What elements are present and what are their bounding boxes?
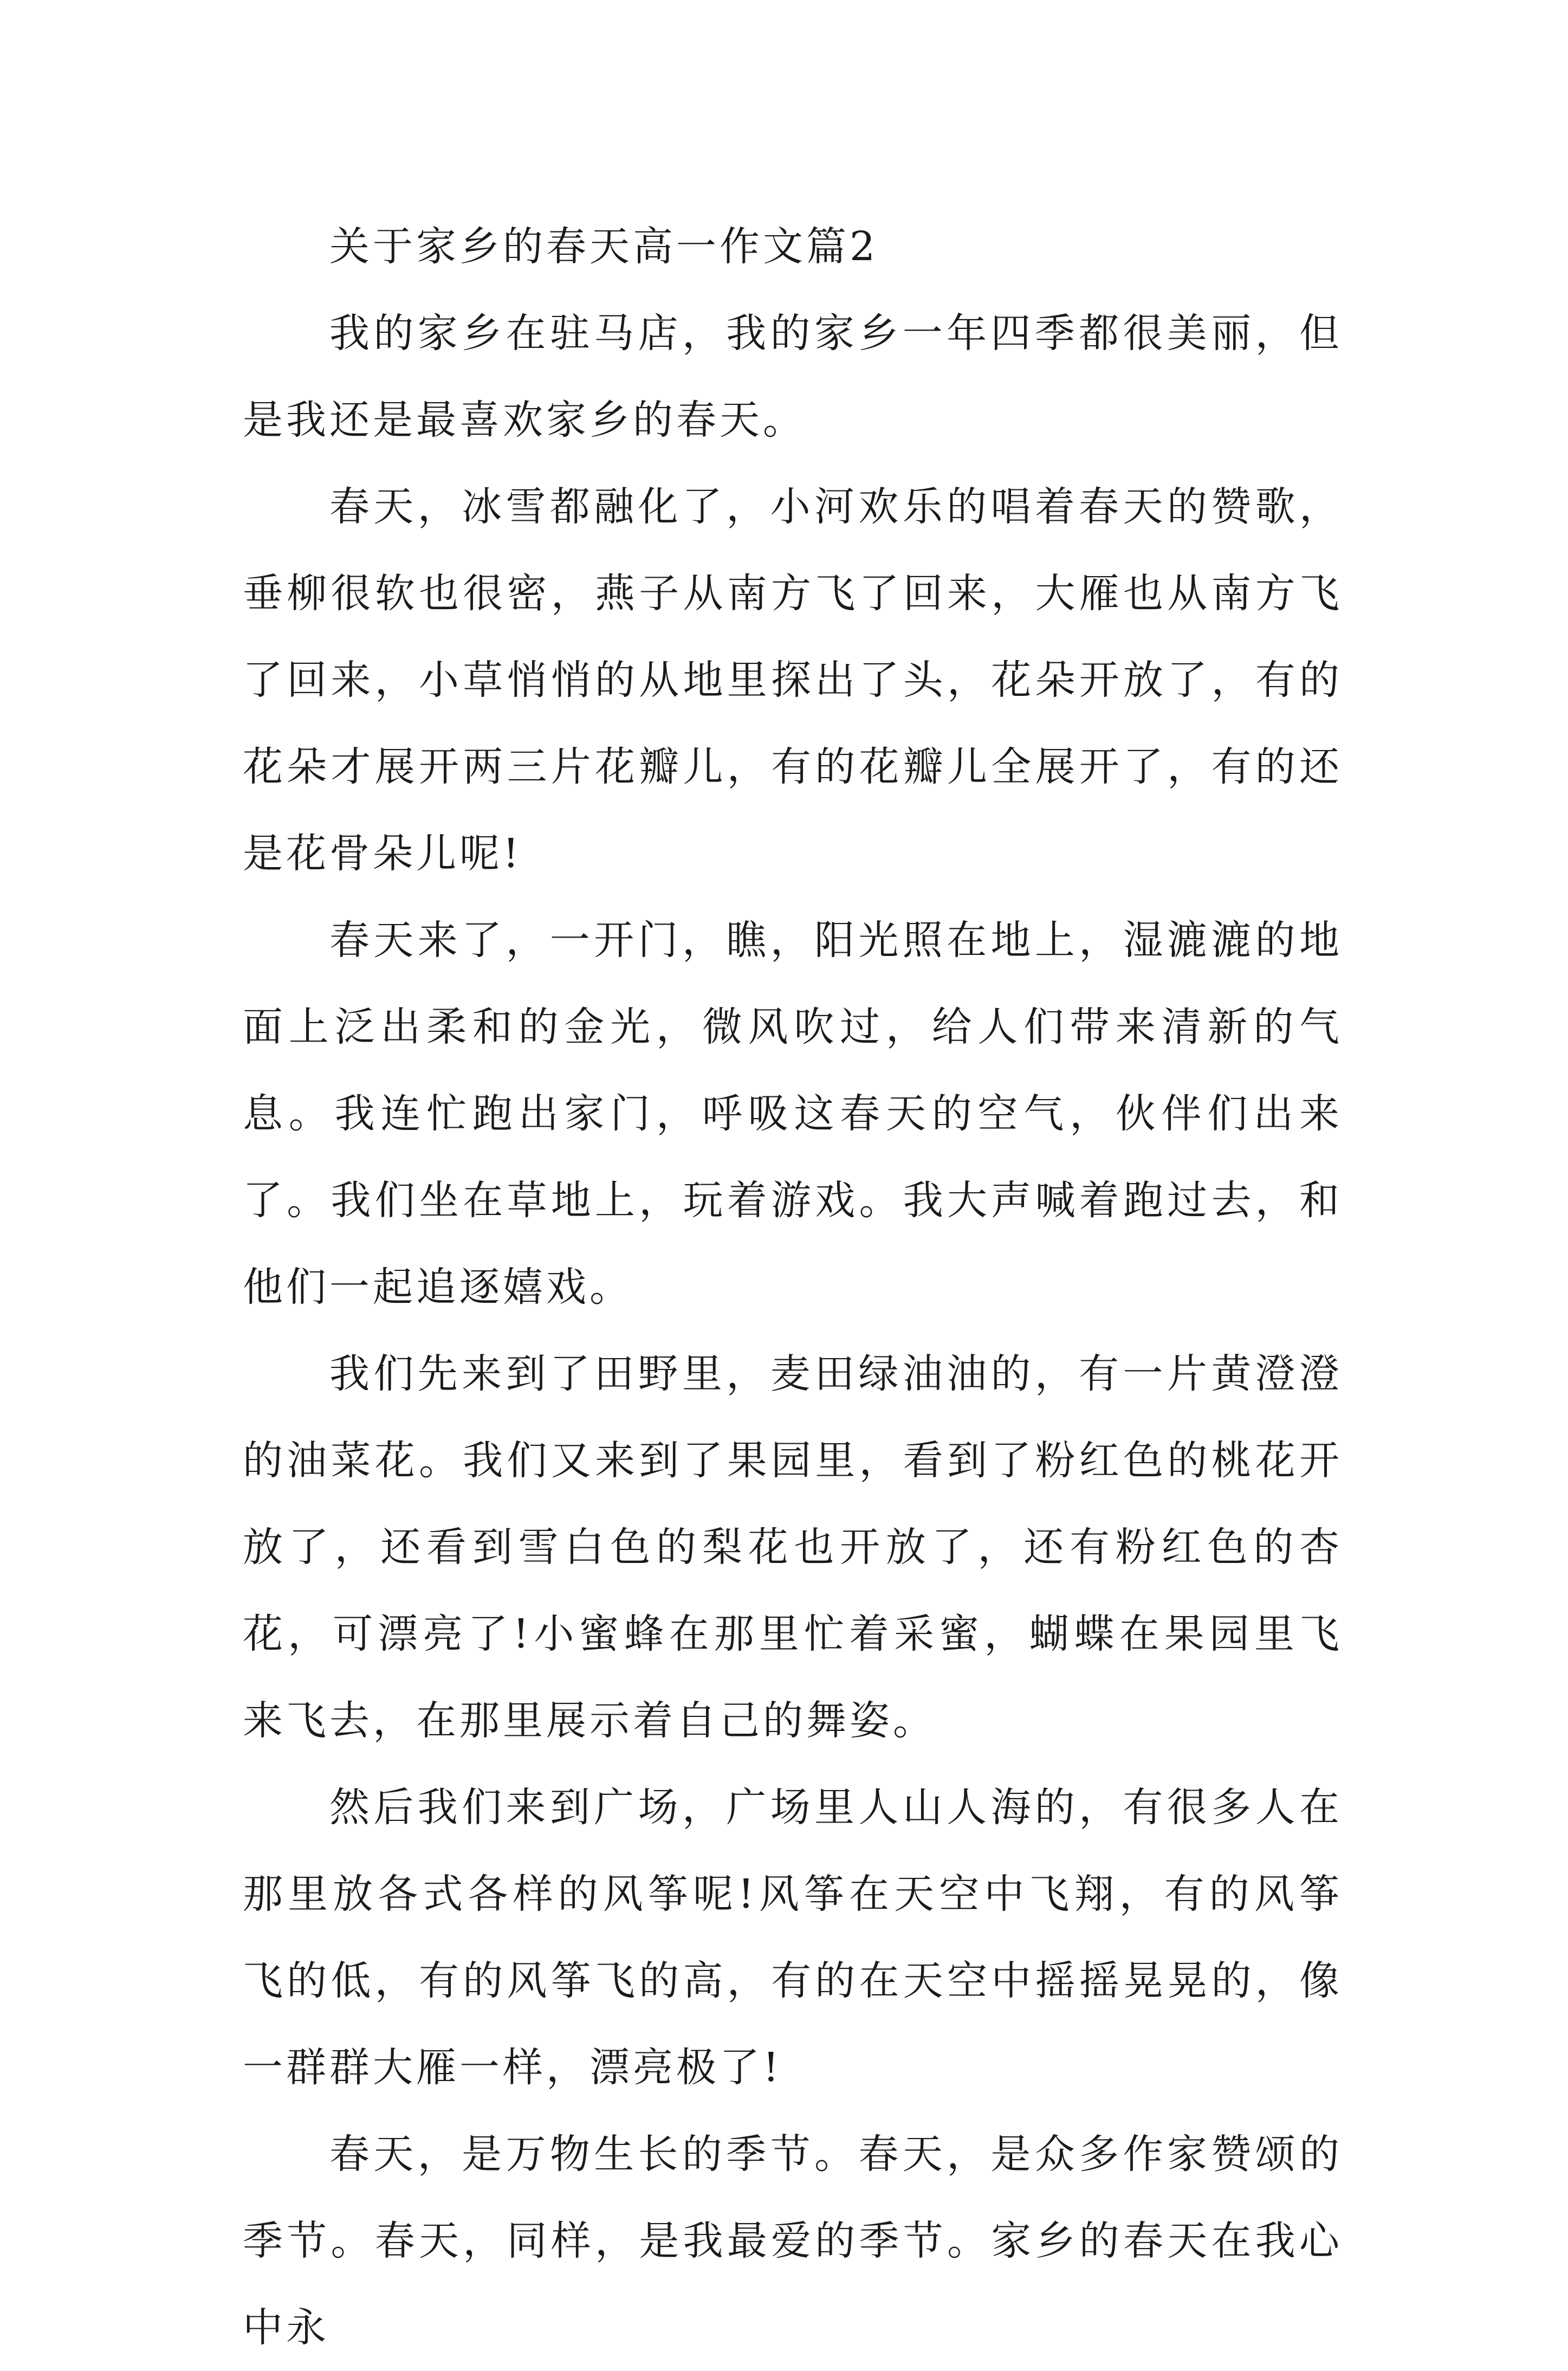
document-body bbox=[243, 203, 1343, 2371]
paragraph-2: 春天，冰雪都融化了，小河欢乐的唱着春天的赞歌，垂柳很软也很密，燕子从南方飞了回来，大雁也从南方飞了回来，小草悄悄的从地里探出了头，花朵开放了，有的花朵才展开两三片花瓣儿，有的花瓣儿全展开了，有的还是花骨朵儿呢! bbox=[243, 483, 1343, 877]
paragraph-5: 然后我们来到广场，广场里人山人海的，有很多人在那里放各式各样的风筝呢!风筝在天空中飞翔，有的风筝飞的低，有的风筝飞的高，有的在天空中摇摇晃晃的，像一群群大雁一样，漂亮极了! bbox=[243, 1784, 1343, 2091]
paragraph-3: 春天来了，一开门，瞧，阳光照在地上，湿漉漉的地面上泛出柔和的金光，微风吹过，给人们带来清新的气息。我连忙跑出家门，呼吸这春天的空气，伙伴们出来了。我们坐在草地上，玩着游戏。我大声喊着跑过去，和他们一起追逐嬉戏。 bbox=[243, 917, 1343, 1310]
document-title: 关于家乡的春天高一作文篇2 bbox=[329, 223, 879, 270]
paragraph-4: 我们先来到了田野里，麦田绿油油的，有一片黄澄澄的油菜花。我们又来到了果园里，看到了粉红色的桃花开放了，还看到雪白色的梨花也开放了，还有粉红色的杏花，可漂亮了!小蜜蜂在那里忙着采蜜，蝴蝶在果园里飞来飞去，在那里展示着自己的舞姿。 bbox=[243, 1351, 1343, 1744]
paragraph-6: 春天，是万物生长的季节。春天，是众多作家赞颂的季节。春天，同样，是我最爱的季节。家乡的春天在我心中永 bbox=[243, 2131, 1343, 2351]
paragraph-1: 我的家乡在驻马店，我的家乡一年四季都很美丽，但是我还是最喜欢家乡的春天。 bbox=[243, 310, 1343, 443]
